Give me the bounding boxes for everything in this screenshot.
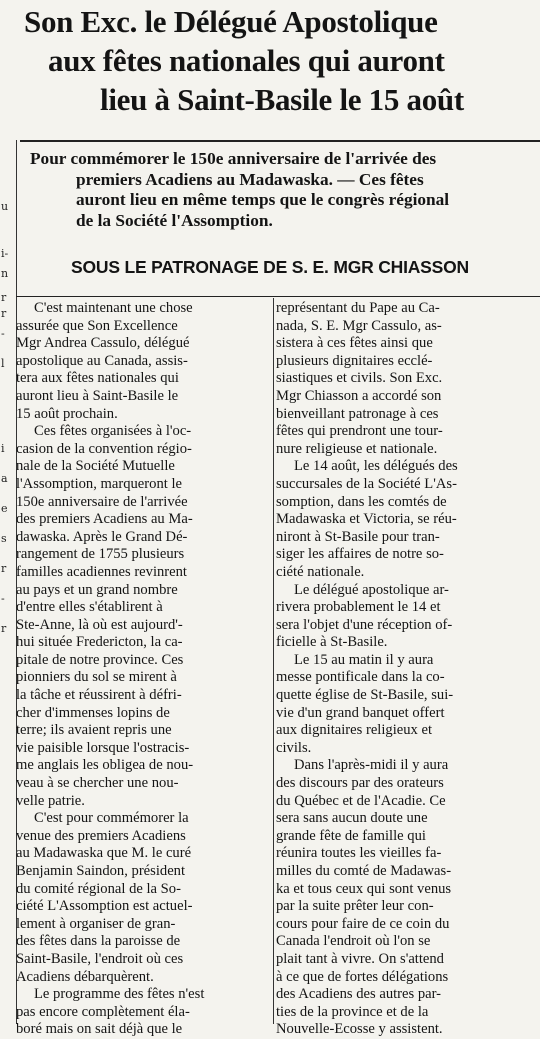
fragment-glyph: r — [1, 622, 7, 635]
article-line: Ces fêtes organisées à l'oc- — [34, 423, 192, 440]
article-line: tera aux fêtes nationales qui — [16, 370, 179, 387]
article-line: cher d'immenses lopins de — [16, 704, 170, 721]
article-line: ficielle à St-Basile. — [276, 634, 388, 651]
article-line: du Québec et de l'Acadie. Ce — [276, 792, 446, 809]
article-line: quette église de St-Basile, sui- — [276, 687, 454, 704]
fragment-glyph: r — [1, 307, 7, 320]
article-line: rivera probablement le 14 et — [276, 599, 441, 616]
adjacent-column-fragment — [0, 0, 16, 1024]
article-line: nure religieuse et nationale. — [276, 440, 438, 457]
deck-subtitle — [30, 149, 528, 231]
article-line: à ce que de fortes délégations — [276, 968, 449, 985]
article-line: niront à St-Basile pour tran- — [276, 528, 440, 545]
article-line: représentant du Pape au Ca- — [276, 300, 440, 316]
article-line: siastiques et civils. Son Exc. — [276, 370, 443, 387]
article-line: vie paisible lorsque l'ostracis- — [16, 739, 190, 756]
article-line: cours pour faire de ce coin du — [276, 915, 450, 932]
article-line: assurée que Son Excellence — [16, 317, 178, 334]
article-line: pionniers du sol se mirent à — [16, 669, 177, 686]
article-line: sera l'objet d'une réception of- — [276, 616, 453, 633]
fragment-glyph: e — [1, 502, 8, 515]
fragment-glyph: i- — [1, 247, 9, 260]
article-line: des discours par des orateurs — [276, 775, 444, 792]
article-line: me anglais les obligea de nou- — [16, 757, 194, 774]
article-line: 150e anniversaire de l'arrivée — [16, 493, 188, 510]
article-line: rangement de 1755 plusieurs — [16, 546, 185, 563]
article-line: des Acadiens des autres par- — [276, 986, 442, 1003]
fragment-glyph: n — [1, 267, 9, 280]
section-subhead: SOUS LE PATRONAGE DE S. E. MGR CHIASSON — [71, 257, 469, 277]
article-line: C'est maintenant une chose — [34, 300, 193, 316]
article-column-right — [276, 300, 538, 1039]
article-line: plait tant à vivre. On s'attend — [276, 950, 444, 967]
headline — [20, 2, 536, 119]
article-line: boré mais on sait déjà que le — [16, 1021, 183, 1038]
deck-line: premiers Acadiens au Madawaska. — Ces fêtes — [76, 169, 424, 189]
fragment-glyph: - — [1, 592, 5, 605]
article-line: familles acadiennes revinrent — [16, 563, 187, 580]
article-line: au Madawaska que M. le curé — [16, 845, 192, 862]
headline-line: aux fêtes nationales qui auront — [48, 43, 445, 78]
article-line: terre; ils avaient repris une — [16, 722, 172, 739]
article-line: Le 14 août, les délégués des — [294, 458, 458, 475]
article-line: veau à se chercher une nou- — [16, 775, 179, 792]
article-line: lement à organiser de gran- — [16, 915, 176, 932]
fragment-glyph: u — [1, 200, 9, 213]
article-line: plusieurs dignitaires ecclé- — [276, 352, 433, 369]
article-line: Benjamin Saindon, président — [16, 863, 186, 879]
article-line: 15 août prochain. — [16, 405, 118, 422]
fragment-glyph: i — [1, 442, 5, 455]
article-line: bienveillant patronage à ces — [276, 405, 439, 422]
body-top-rule — [16, 296, 540, 297]
article-line: sistera à ces fêtes ainsi que — [276, 335, 433, 352]
headline-rule — [20, 140, 540, 142]
article-line: des fêtes dans la paroisse de — [16, 933, 181, 950]
article-line: siger les affaires de notre so- — [276, 546, 444, 563]
article-line: ciété L'Assomption est actuel- — [16, 898, 193, 915]
headline-line: Son Exc. le Délégué Apostolique — [24, 4, 438, 39]
article-line: civils. — [276, 739, 312, 756]
article-line: fêtes qui prendront une tour- — [276, 423, 443, 440]
article-line: pas encore complètement éla- — [16, 1003, 190, 1020]
fragment-glyph: a — [1, 472, 8, 485]
fragment-glyph: s — [1, 532, 7, 545]
article-line: nale de la Société Mutuelle — [16, 458, 175, 475]
article-line: grande fête de famille qui — [276, 827, 426, 844]
article-line: milles du comté de Madawas- — [276, 863, 452, 879]
article-line: dawaska. Après le Grand Dé- — [16, 528, 188, 545]
article-line: Saint-Basile, l'endroit où ces — [16, 950, 184, 967]
article-line: ties de la province et de la — [276, 1003, 429, 1020]
article-line: ciété nationale. — [276, 563, 365, 580]
fragment-glyph: r — [1, 291, 7, 304]
article-line: des premiers Acadiens au Ma- — [16, 511, 193, 528]
article-line: Madawaska et Victoria, se réu- — [276, 511, 457, 528]
article-line: Le programme des fêtes n'est — [34, 986, 205, 1003]
article-line: aux dignitaires religieux et — [276, 722, 433, 739]
article-line: Ste-Anne, là où est aujourd'- — [16, 616, 183, 633]
article-line: Mgr Chiasson a accordé son — [276, 387, 442, 404]
article-line: pitale de notre province. Ces — [16, 651, 184, 668]
article-line: du comité régional de la So- — [16, 880, 181, 897]
deck-line: de la Société l'Assomption. — [76, 210, 273, 230]
article-line: par la suite prêter leur con- — [276, 898, 434, 915]
article-line: messe pontificale dans la co- — [276, 669, 445, 686]
article-line: somption, dans les comtés de — [276, 493, 447, 510]
fragment-glyph: - — [1, 327, 5, 340]
article-line: velle patrie. — [16, 792, 85, 809]
article-line: casion de la convention régio- — [16, 440, 192, 457]
fragment-glyph: l — [1, 357, 5, 370]
article-line: vie d'un grand banquet offert — [276, 704, 445, 721]
deck-line: Pour commémorer le 150e anniversaire de l'arrivée des — [30, 149, 437, 168]
article-line: Mgr Andrea Cassulo, délégué — [16, 335, 190, 352]
article-line: apostolique au Canada, assis- — [16, 352, 188, 369]
center-column-rule — [273, 298, 274, 1024]
article-line: venue des premiers Acadiens — [16, 827, 186, 844]
article-line: l'Assomption, marqueront le — [16, 475, 182, 492]
article-line: Nouvelle-Ecosse y assistent. — [276, 1021, 443, 1038]
deck-line: auront lieu en même temps que le congrès régional — [76, 190, 450, 209]
article-line: auront lieu à Saint-Basile le — [16, 387, 179, 404]
article-line: sera sans aucun doute une — [276, 810, 428, 827]
article-line: Le délégué apostolique ar- — [294, 581, 449, 598]
article-line: nada, S. E. Mgr Cassulo, as- — [276, 317, 442, 334]
fragment-glyph: r — [1, 562, 7, 575]
article-line: hui située Fredericton, la ca- — [16, 634, 183, 651]
article-line: ka et tous ceux qui sont venus — [276, 880, 452, 897]
article-column-left — [16, 300, 272, 1039]
headline-line: lieu à Saint-Basile le 15 août — [100, 82, 464, 117]
article-line: Le 15 au matin il y aura — [294, 651, 434, 668]
article-line: au pays et un grand nombre — [16, 581, 178, 598]
article-line: la tâche et réussirent à défri- — [16, 687, 182, 704]
article-line: d'entre elles s'établirent à — [16, 599, 163, 616]
article-line: Canada l'endroit où l'on se — [276, 933, 431, 950]
article-line: succursales de la Société L'As- — [276, 475, 457, 492]
article-line: Acadiens débarquèrent. — [16, 968, 154, 985]
article-line: réunira toutes les vieilles fa- — [276, 845, 442, 862]
article-line: C'est pour commémorer la — [34, 810, 189, 827]
article-line: Dans l'après-midi il y aura — [294, 757, 449, 774]
